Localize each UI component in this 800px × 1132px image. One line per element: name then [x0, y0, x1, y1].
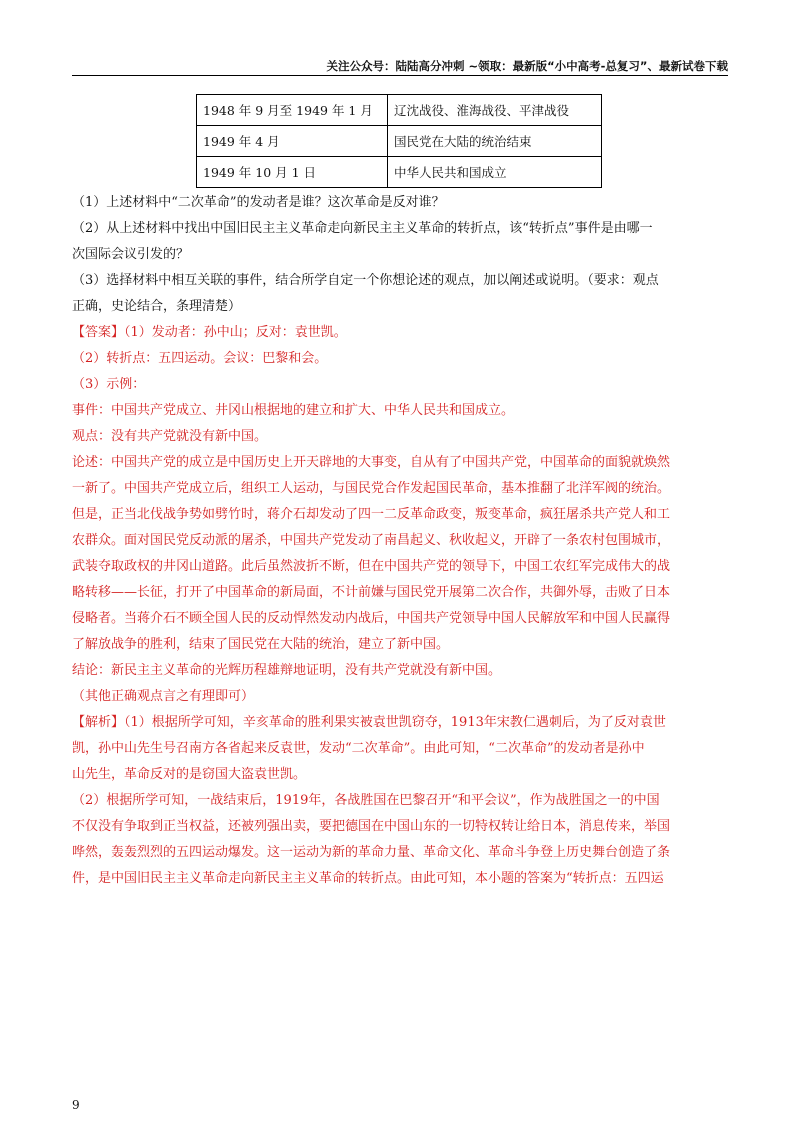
table-row	[197, 126, 602, 157]
analysis-label: 【解析】	[72, 715, 125, 730]
answer-view: 观点：没有共产党就没有新中国。	[72, 429, 268, 444]
answer-line-1	[72, 320, 728, 346]
answer-argument-line: 侵略者。当蒋介石不顾全国人民的反动悍然发动内战后，中国共产党领导中国人民解放军和中国人民赢得	[72, 611, 671, 626]
answer-argument-line: 略转移——长征，打开了中国革命的新局面，不计前嫌与国民党开展第二次合作，共御外辱，击败了日本	[72, 585, 671, 600]
analysis-line: 不仅没有争取到正当权益，还被列强出卖，要把德国在中国山东的一切特权转让给日本，消息传来，举国	[72, 819, 671, 834]
table-cell-date: 1949 年 10 月 1 日	[197, 157, 388, 188]
answer-argument-line: 论述：中国共产党的成立是中国历史上开天辟地的大事变，自从有了中国共产党，中国革命的面貌就焕然	[72, 455, 671, 470]
table-cell-event: 中华人民共和国成立	[388, 157, 602, 188]
page-number: 9	[72, 1098, 80, 1112]
answer-conclusion: 结论：新民主主义革命的光辉历程雄辩地证明，没有共产党就没有新中国。	[72, 663, 502, 678]
analysis-line: （2）根据所学可知，一战结束后，1919年，各战胜国在巴黎召开“和平会议”，作为战胜国之一的中国	[72, 793, 660, 808]
answer-label: 【答案】	[72, 325, 125, 340]
analysis-line	[72, 710, 728, 736]
answer-events: 事件：中国共产党成立、井冈山根据地的建立和扩大、中华人民共和国成立。	[72, 403, 515, 418]
answer-3: （3）示例：	[72, 377, 146, 392]
answer-argument-line: 武装夺取政权的井冈山道路。此后虽然波折不断，但在中国共产党的领导下，中国工农红军完成伟大的战	[72, 559, 671, 574]
document-body	[72, 190, 728, 892]
question-3-line: 正确，史论结合，条理清楚）	[72, 299, 242, 314]
table-cell-event: 辽沈战役、淮海战役、平津战役	[388, 95, 602, 126]
question-2-line: 次国际会议引发的？	[72, 247, 190, 262]
analysis-line: 哗然，轰轰烈烈的五四运动爆发。这一运动为新的革命力量、革命文化、革命斗争登上历史舞台创造了条	[72, 845, 671, 860]
answer-argument-line: 农群众。面对国民党反动派的屠杀，中国共产党发动了南昌起义、秋收起义，开辟了一条农村包围城市，	[72, 533, 671, 548]
answer-argument-line: 了解放战争的胜利，结束了国民党在大陆的统治，建立了新中国。	[72, 637, 450, 652]
answer-2: （2）转折点：五四运动。会议：巴黎和会。	[72, 351, 328, 366]
events-table	[196, 94, 602, 188]
table-cell-date: 1949 年 4 月	[197, 126, 388, 157]
analysis-text: （1）根据所学可知，辛亥革命的胜利果实被袁世凯窃夺，1913年宋教仁遇刺后，为了反对袁世	[124, 715, 666, 730]
table-row	[197, 95, 602, 126]
analysis-line: 山先生，革命反对的是窃国大盗袁世凯。	[72, 767, 307, 782]
table-row	[197, 157, 602, 188]
table-cell-event: 国民党在大陆的统治结束	[388, 126, 602, 157]
analysis-line: 凯，孙中山先生号召南方各省起来反袁世，发动“二次革命”。由此可知，“二次革命”的发动者是孙中	[72, 741, 645, 756]
question-1: （1）上述材料中“二次革命”的发动者是谁？这次革命是反对谁？	[72, 195, 445, 210]
answer-note: （其他正确观点言之有理即可）	[72, 689, 255, 704]
question-3-line: （3）选择材料中相互关联的事件，结合所学自定一个你想论述的观点，加以阐述或说明。（要求：观点	[72, 273, 659, 288]
analysis-line: 件，是中国旧民主主义革命走向新民主主义革命的转折点。由此可知，本小题的答案为“转折点：五四运	[72, 871, 664, 886]
table-cell-date: 1948 年 9 月至 1949 年 1 月	[197, 95, 388, 126]
answer-argument-line: 但是，正当北伐战争势如劈竹时，蒋介石却发动了四一二反革命政变，叛变革命，疯狂屠杀共产党人和工	[72, 507, 671, 522]
question-2-line: （2）从上述材料中找出中国旧民主主义革命走向新民主主义革命的转折点，该“转折点”事件是由哪一	[72, 221, 653, 236]
page-header: 关注公众号：陆陆高分冲刺 ~领取：最新版“小中高考-总复习”、最新试卷下载	[326, 59, 728, 73]
header-divider	[72, 75, 728, 76]
answer-argument-line: 一新了。中国共产党成立后，组织工人运动，与国民党合作发起国民革命，基本推翻了北洋军阀的统治。	[72, 481, 671, 496]
answer-1: （1）发动者：孙中山；反对：袁世凯。	[124, 325, 347, 340]
